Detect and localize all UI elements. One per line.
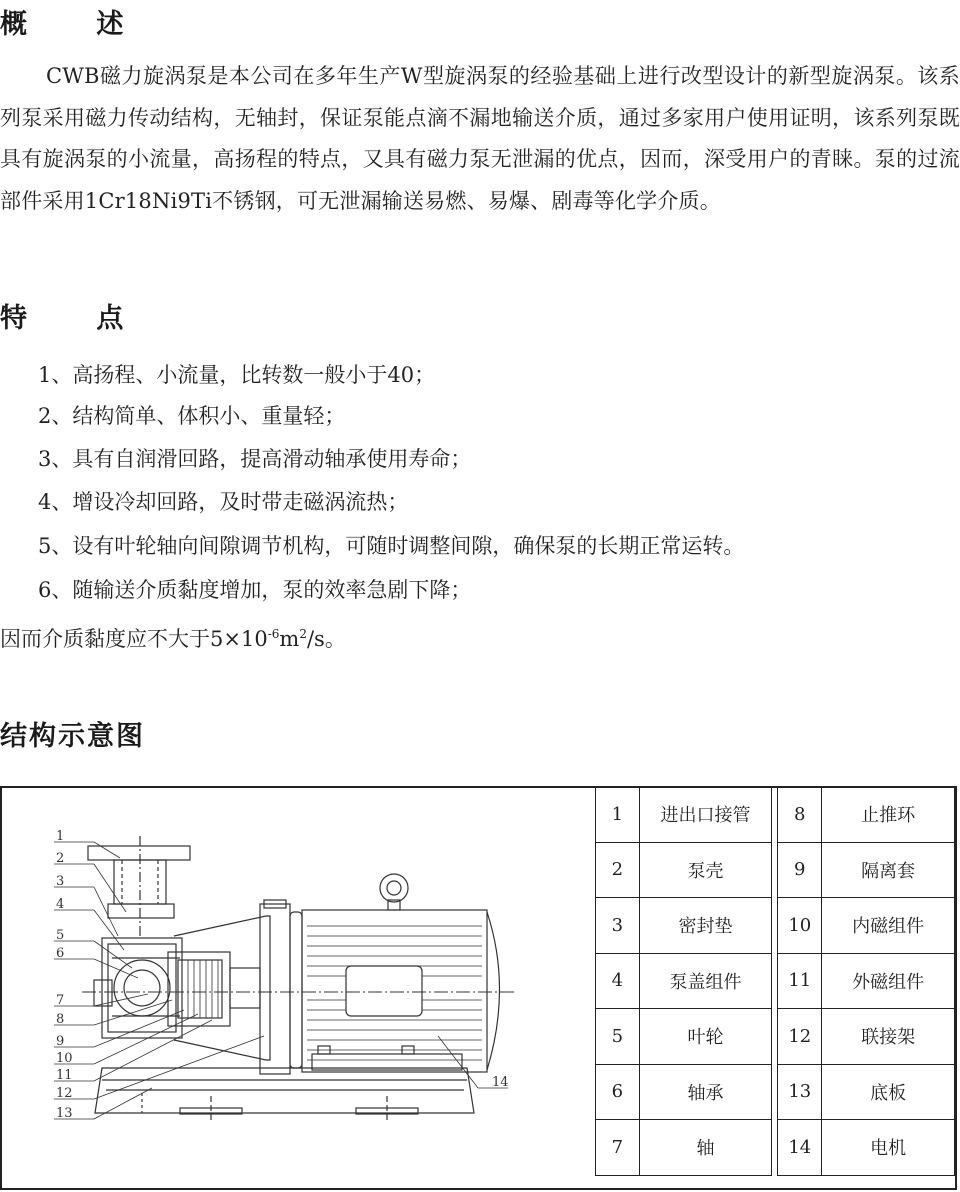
part-name: 联接架 [822,1009,955,1065]
feature-item-6: 6、随输送介质黏度增加，泵的效率急剧下降； [38,578,472,602]
table-row [596,1064,955,1120]
feature-item-1: 1、高扬程、小流量，比转数一般小于40； [38,363,436,387]
part-name: 底板 [822,1064,955,1120]
part-number: 11 [778,953,822,1009]
table-row [596,1120,955,1176]
structure-heading: 结构示意图 [0,721,145,752]
callout-4: 4 [56,897,65,912]
part-name: 内磁组件 [822,898,955,954]
part-number: 6 [596,1064,640,1120]
part-number: 3 [596,898,640,954]
feature-item-3: 3、具有自润滑回路，提高滑动轴承使用寿命； [38,447,472,471]
callout-6: 6 [56,946,65,961]
part-number: 13 [778,1064,822,1120]
part-number: 14 [778,1120,822,1176]
part-name: 轴 [639,1120,772,1176]
table-row [596,1009,955,1065]
callout-11: 11 [56,1068,73,1083]
callout-13: 13 [56,1106,73,1121]
part-number: 5 [596,1009,640,1065]
viscosity-note: 因而介质黏度应不大于$5\times 10^{-6}m^2/s$。 [0,627,346,651]
parts-table [595,786,955,1176]
callout-5: 5 [56,928,65,943]
part-name: 泵盖组件 [639,953,772,1009]
callout-1: 1 [56,829,65,844]
features-heading: 特 点 [0,303,154,334]
part-name: 外磁组件 [822,953,955,1009]
part-name: 进出口接管 [639,787,772,843]
part-number: 2 [596,842,640,898]
feature-item-5: 5、设有叶轮轴向间隙调节机构，可随时调整间隙，确保泵的长期正常运转。 [38,534,745,558]
part-number: 1 [596,787,640,843]
callout-7: 7 [56,993,65,1008]
part-number: 8 [778,787,822,843]
part-name: 电机 [822,1120,955,1176]
feature-item-2: 2、结构简单、体积小、重量轻； [38,404,346,428]
part-number: 9 [778,842,822,898]
part-number: 10 [778,898,822,954]
part-name: 叶轮 [639,1009,772,1065]
part-number: 7 [596,1120,640,1176]
overview-text: CWB磁力旋涡泵是本公司在多年生产W型旋涡泵的经验基础上进行改型设计的新型旋涡泵。该系列泵采用磁力传动结构，无轴封，保证泵能点滴不漏地输送介质，通过多家用户使用证明，该系列泵既具有旋涡泵的小流量，高扬程的特点，又具有磁力泵无泄漏的优点，因而，深受用户的青睐。泵的过流部件采用1Cr18Ni9Ti不锈钢，可无泄漏输送易燃、易爆、剧毒等化学介质。 [0,64,960,213]
callout-12: 12 [56,1086,73,1101]
table-row [596,953,955,1009]
pump-diagram [2,788,598,1188]
table-row [596,787,955,843]
part-name: 止推环 [822,787,955,843]
callout-2: 2 [56,851,65,866]
callout-8: 8 [56,1012,65,1027]
structure-figure [0,786,957,1190]
part-number: 4 [596,953,640,1009]
callout-3: 3 [56,874,65,889]
part-name: 泵壳 [639,842,772,898]
table-row [596,842,955,898]
callout-14: 14 [492,1075,509,1090]
overview-heading: 概 述 [0,9,154,40]
feature-item-4: 4、增设冷却回路，及时带走磁涡流热； [38,490,409,514]
part-name: 密封垫 [639,898,772,954]
part-name: 轴承 [639,1064,772,1120]
part-name: 隔离套 [822,842,955,898]
part-number: 12 [778,1009,822,1065]
callout-10: 10 [56,1051,73,1066]
overview-paragraph [0,56,960,222]
table-row [596,898,955,954]
callout-9: 9 [56,1034,65,1049]
